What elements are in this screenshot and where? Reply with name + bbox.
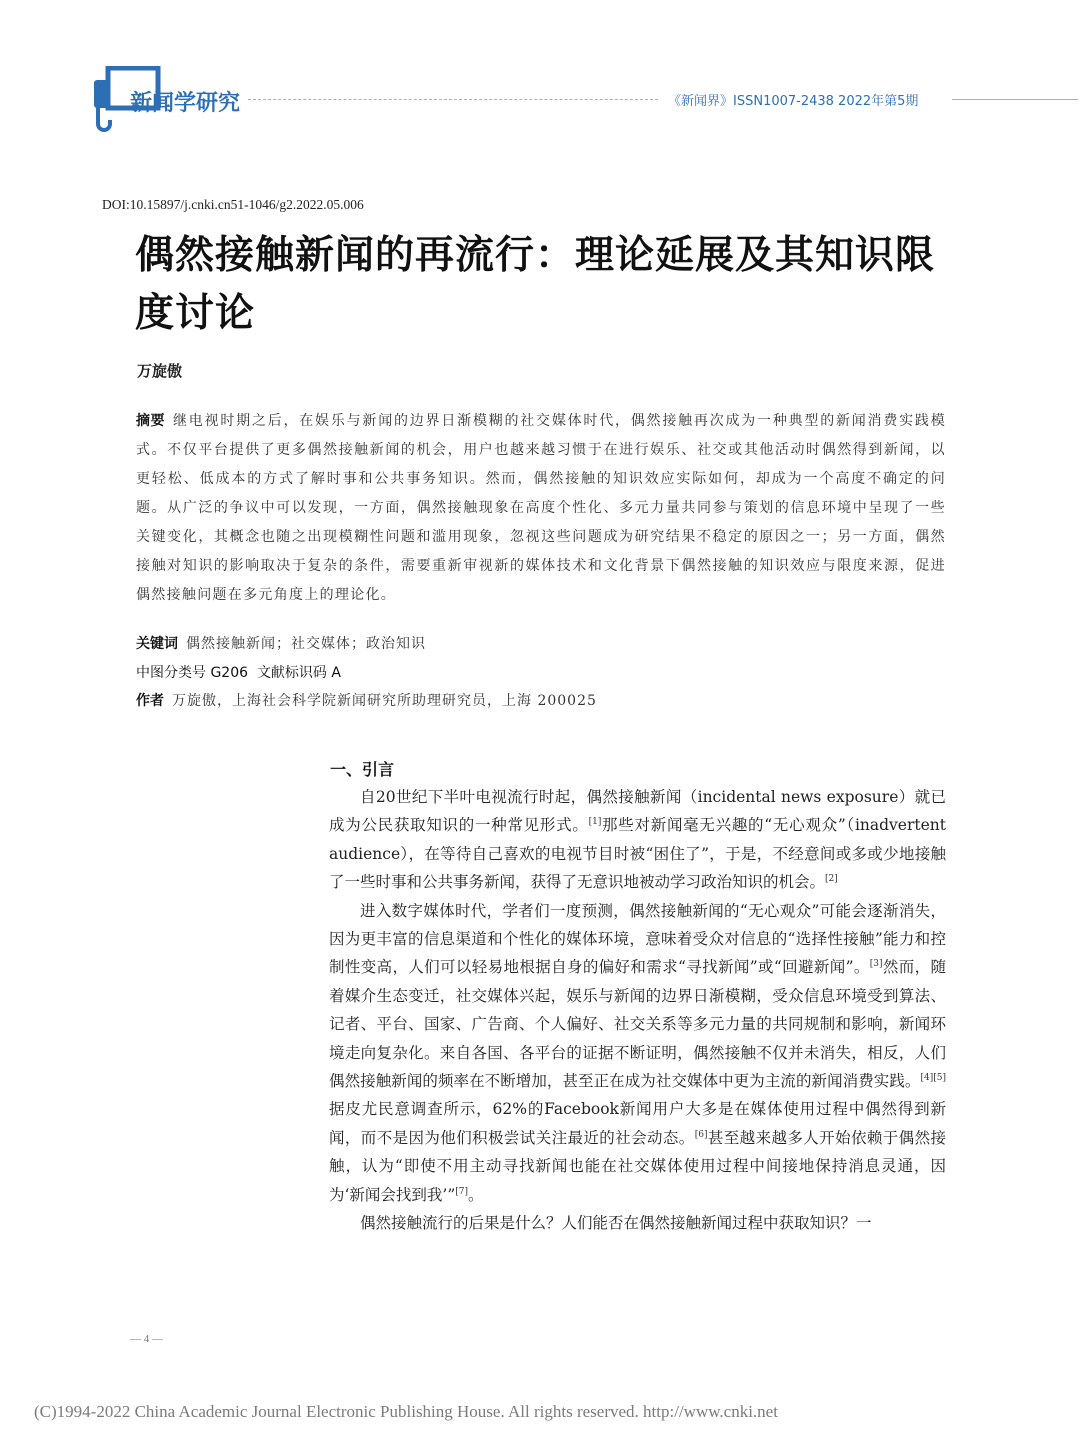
citation[interactable]: [6] — [694, 1129, 708, 1140]
article-body — [329, 783, 946, 1238]
author-info — [136, 690, 597, 710]
keywords — [136, 633, 426, 653]
paragraph-text: 据皮尤民意调查所示，62%的Facebook新闻用户大多是在媒体使用过程中偶然得到新闻，而不是因为他们积极尝试关注最近的社会动态。 — [329, 1100, 946, 1147]
article-title: 偶然接触新闻的再流行：理论延展及其知识限度讨论 — [135, 232, 936, 336]
abstract-text: 继电视时期之后，在娱乐与新闻的边界日渐模糊的社交媒体时代，偶然接触再次成为一种典型的新闻消费实践模式。不仅平台提供了更多偶然接触新闻的机会，用户也越来越习惯于在进行娱乐、社交或其他活动时偶然得到新闻，以更轻松、低成本的方式了解时事和公共事务知识。然而，偶然接触的知识效应实际如何，却成为一个高度不确定的问题。从广泛的争议中可以发现，一方面，偶然接触现象在高度个性化、多元力量共同参与策划的信息环境中呈现了一些关键变化，其概念也随之出现模糊性问题和滥用现象，忽视这些问题成为研究结果不稳定的原因之一；另一方面，偶然接触对知识的影响取决于复杂的条件，需要重新审视新的媒体技术和文化背景下偶然接触的知识效应与限度来源，促进偶然接触问题在多元角度上的理论化。 — [136, 413, 947, 603]
classification-code: G206 — [210, 665, 249, 681]
paragraph-text: 甚至越来越多人开始依赖于偶然接触，认为“即使不用主动寻找新闻也能在社交媒体使用过程中间接地保持消息灵通，因为‘新闻会找到我’” — [329, 1128, 946, 1204]
paragraph-text: 。 — [468, 1185, 484, 1204]
paragraph-text: 进入数字媒体时代，学者们一度预测，偶然接触新闻的“无心观众”可能会逐渐消失，因为更丰富的信息渠道和个性化的媒体环境，意味着受众对信息的“选择性接触”能力和控制性变高，人们可以轻易地根据自身的偏好和需求“寻找新闻”或“回避新闻”。 — [329, 901, 946, 977]
abstract — [136, 407, 946, 610]
citation[interactable]: [4][5] — [920, 1072, 946, 1083]
header-divider — [952, 99, 1078, 100]
doc-code-label: 文献标识码 — [256, 665, 327, 681]
paragraph — [329, 783, 946, 897]
paragraph — [329, 897, 946, 1209]
paragraph-text: 偶然接触流行的后果是什么？人们能否在偶然接触新闻过程中获取知识？一 — [360, 1214, 872, 1233]
citation[interactable]: [2] — [825, 874, 838, 885]
keywords-text: 偶然接触新闻；社交媒体；政治知识 — [186, 636, 426, 652]
citation[interactable]: [3] — [869, 959, 883, 970]
author-info-label: 作者 — [136, 693, 164, 709]
doi-text[interactable]: DOI:10.15897/j.cnki.cn51-1046/g2.2022.05.006 — [102, 197, 364, 212]
header-divider — [248, 99, 658, 100]
author-info-text: 万旋傲，上海社会科学院新闻研究所助理研究员，上海 200025 — [172, 693, 597, 709]
journal-info: 《新闻界》ISSN1007-2438 2022年第5期 — [668, 94, 919, 109]
paragraph-text: 自20世纪下半叶电视流行时起，偶然接触新闻（incidental news exposure）就已成为公民获取知识的一种常见形式。 — [329, 788, 946, 835]
classification-label: 中图分类号 — [136, 665, 206, 681]
section-logo-text: 新闻学研究 — [130, 90, 241, 116]
classification — [136, 662, 341, 682]
author-name: 万旋傲 — [137, 362, 183, 380]
doc-code: A — [331, 665, 341, 681]
citation[interactable]: [7] — [455, 1186, 469, 1197]
paragraph-text: 那些对新闻毫无兴趣的“无心观众”（inadvertent audience），在等待自己喜欢的电视节目时被“困住了”，于是，不经意间或多或少地接触了一些时事和公共事务新闻，获得了无意识地被动学习政治知识的机会。 — [329, 816, 946, 892]
paragraph-text: 然而，随着媒介生态变迁，社交媒体兴起，娱乐与新闻的边界日渐模糊，受众信息环境受到算法、记者、平台、国家、广告商、个人偏好、社交关系等多元力量的共同规制和影响，新闻环境走向复杂化。来自各国、各平台的证据不断证明，偶然接触不仅并未消失，相反，人们偶然接触新闻的频率在不断增加，甚至正在成为社交媒体中更为主流的新闻消费实践。 — [329, 958, 946, 1091]
page-number: — 4 — — [130, 1333, 163, 1345]
citation[interactable]: [1] — [588, 817, 602, 828]
abstract-label: 摘要 — [136, 413, 165, 429]
section-heading: 一、引言 — [330, 760, 395, 779]
paragraph — [329, 1209, 946, 1237]
keywords-label: 关键词 — [136, 636, 178, 652]
copyright-notice: (C)1994-2022 China Academic Journal Electronic Publishing House. All rights reserved. http://www.cnki.net — [34, 1402, 778, 1421]
